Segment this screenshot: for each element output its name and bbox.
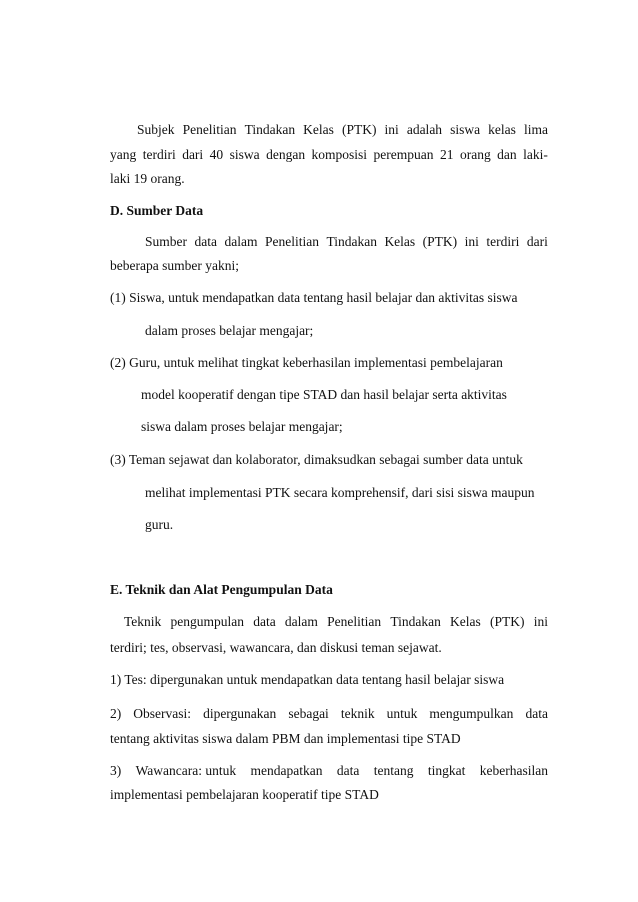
word: (PTK)	[489, 614, 525, 629]
word: data	[525, 706, 548, 721]
section-d-heading: D. Sumber Data	[110, 203, 204, 218]
word: Tindakan	[326, 234, 377, 249]
word: dalam	[224, 234, 258, 249]
section-e-para-line-2: terdiri; tes, observasi, wawancara, dan diskusi teman sejawat.	[110, 640, 442, 655]
word: dengan	[266, 147, 306, 162]
word: komposisi	[311, 147, 368, 162]
word: Wawancara: untuk	[135, 763, 237, 778]
word: mengumpulkan	[429, 706, 514, 721]
word: Penelitian	[182, 122, 237, 137]
section-d-item-3-line-1: (3) Teman sejawat dan kolaborator, dimaksudkan sebagai sumber data untuk	[110, 452, 523, 467]
word: siswa	[229, 147, 260, 162]
word: pengumpulan	[170, 614, 244, 629]
word: dari	[526, 234, 548, 249]
section-e-item-2-line-1	[110, 706, 548, 722]
section-d-item-2-line-3: siswa dalam proses belajar mengajar;	[141, 419, 343, 434]
word: Subjek	[137, 122, 175, 137]
word: sebagai	[288, 706, 329, 721]
word: dari	[182, 147, 204, 162]
word: terdiri	[486, 234, 520, 249]
word: Sumber	[145, 234, 187, 249]
word: 21	[439, 147, 454, 162]
section-d-item-3-line-2: melihat implementasi PTK secara komprehensif, dari sisi siswa maupun	[145, 485, 535, 500]
section-e-item-3-line-1	[110, 763, 548, 779]
section-e-item-3-line-2: implementasi pembelajaran kooperatif tipe STAD	[110, 787, 379, 802]
word: Penelitian	[264, 234, 319, 249]
word: perempuan	[373, 147, 434, 162]
word: laki-	[523, 147, 548, 162]
word: Teknik	[124, 614, 162, 629]
word: Kelas	[384, 234, 416, 249]
intro-line-3: laki 19 orang.	[110, 171, 185, 186]
word: ini	[533, 614, 548, 629]
word: tentang	[373, 763, 414, 778]
section-d-item-1-line-2: dalam proses belajar mengajar;	[145, 323, 314, 338]
word: kelas	[488, 122, 516, 137]
section-e-item-1: 1) Tes: dipergunakan untuk mendapatkan data tentang hasil belajar siswa	[110, 672, 505, 687]
section-d-para-line-2: beberapa sumber yakni;	[110, 258, 239, 273]
word: data	[194, 234, 217, 249]
word: dan	[497, 147, 517, 162]
section-e-heading: E. Teknik dan Alat Pengumpulan Data	[110, 582, 333, 597]
word: Penelitian	[327, 614, 382, 629]
section-d-item-1-line-1: (1) Siswa, untuk mendapatkan data tentang hasil belajar dan aktivitas siswa	[110, 290, 518, 305]
word: dipergunakan	[203, 706, 277, 721]
word: Kelas	[450, 614, 481, 629]
word: mendapatkan	[250, 763, 323, 778]
word: data	[253, 614, 276, 629]
word: lima	[523, 122, 548, 137]
word: ini	[464, 234, 479, 249]
word: teknik	[340, 706, 375, 721]
word: Tindakan	[244, 122, 296, 137]
word: Kelas	[303, 122, 334, 137]
word: terdiri	[142, 147, 176, 162]
section-d-item-2-line-1: (2) Guru, untuk melihat tingkat keberhasilan implementasi pembelajaran	[110, 355, 503, 370]
word: Tindakan	[390, 614, 441, 629]
word: data	[336, 763, 360, 778]
word: ini	[384, 122, 399, 137]
word: orang	[459, 147, 491, 162]
word: adalah	[406, 122, 443, 137]
section-d-item-2-line-2: model kooperatif dengan tipe STAD dan hasil belajar serta aktivitas	[141, 387, 507, 402]
word: 3)	[110, 763, 122, 778]
intro-line-2	[110, 147, 548, 163]
word: untuk	[386, 706, 418, 721]
word: (PTK)	[422, 234, 458, 249]
intro-line-1	[137, 122, 548, 138]
word: yang	[110, 147, 137, 162]
word: 2)	[110, 706, 122, 721]
section-e-para-line-1	[124, 614, 548, 630]
section-e-item-2-line-2: tentang aktivitas siswa dalam PBM dan implementasi tipe STAD	[110, 731, 461, 746]
section-d-para-line-1	[145, 234, 548, 250]
word: 40	[209, 147, 224, 162]
word: tingkat	[427, 763, 466, 778]
section-d-item-3-line-3: guru.	[145, 517, 174, 532]
word: siswa	[450, 122, 481, 137]
word: keberhasilan	[479, 763, 548, 778]
word: dalam	[284, 614, 318, 629]
word: (PTK)	[341, 122, 377, 137]
word: Observasi:	[133, 706, 192, 721]
